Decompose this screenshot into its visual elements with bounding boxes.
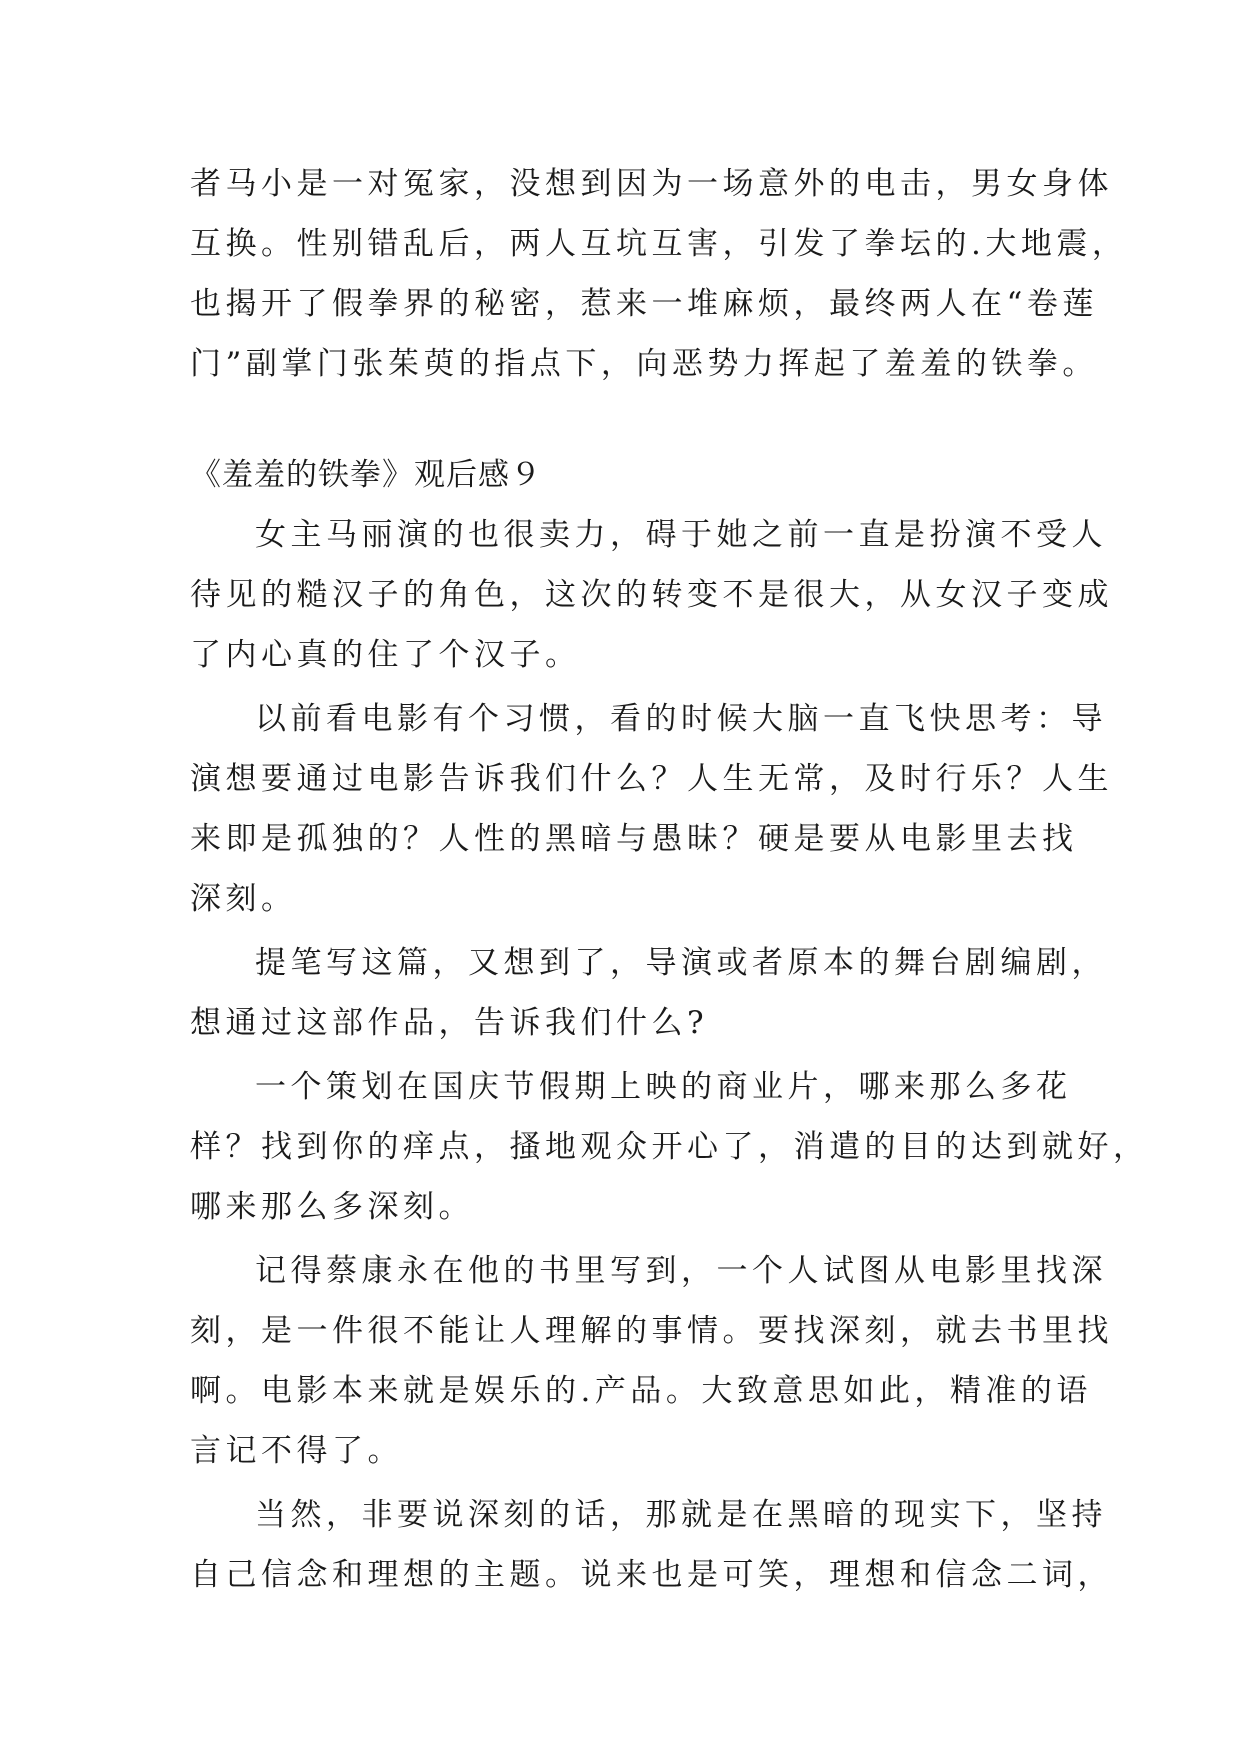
paragraph-line: 者马小是一对冤家，没想到因为一场意外的电击，男女身体: [190, 166, 1113, 202]
paragraph-line: 了内心真的住了个汉子。: [190, 637, 581, 673]
paragraph-line: 待见的糙汉子的角色，这次的转变不是很大，从女汉子变成: [190, 577, 1113, 613]
paragraph-line: 门”副掌门张茱萸的指点下，向恶势力挥起了羞羞的铁拳。: [190, 346, 1098, 382]
paragraph-line: 自己信念和理想的主题。说来也是可笑，理想和信念二词，: [190, 1557, 1113, 1593]
paragraph-line: 互换。性别错乱后，两人互坑互害，引发了拳坛的.大地震，: [190, 226, 1128, 262]
paragraph-line: 刻，是一件很不能让人理解的事情。要找深刻，就去书里找: [190, 1313, 1113, 1349]
paragraph-line: 想通过这部作品，告诉我们什么?: [190, 1005, 709, 1041]
paragraph-line: 哪来那么多深刻。: [190, 1189, 474, 1225]
paragraph-line: 言记不得了。: [190, 1433, 403, 1469]
paragraph-line: 以前看电影有个习惯，看的时候大脑一直飞快思考：导: [255, 701, 1107, 737]
paragraph-line: 一个策划在国庆节假期上映的商业片，哪来那么多花: [255, 1069, 1072, 1105]
paragraph-line: 女主马丽演的也很卖力，碍于她之前一直是扮演不受人: [255, 517, 1107, 553]
paragraph-line: 提笔写这篇，又想到了，导演或者原本的舞台剧编剧，: [255, 945, 1107, 981]
section-heading: 《羞羞的铁拳》观后感９: [190, 457, 542, 493]
paragraph-line: 记得蔡康永在他的书里写到，一个人试图从电影里找深: [255, 1253, 1107, 1289]
paragraph-line: 当然，非要说深刻的话，那就是在黑暗的现实下，坚持: [255, 1497, 1107, 1533]
paragraph-line: 样？找到你的痒点，搔地观众开心了，消遣的目的达到就好，: [190, 1129, 1149, 1165]
paragraph-line: 啊。电影本来就是娱乐的.产品。大致意思如此，精准的语: [190, 1373, 1092, 1409]
paragraph-line: 也揭开了假拳界的秘密，惹来一堆麻烦，最终两人在“卷莲: [190, 286, 1098, 322]
paragraph-line: 演想要通过电影告诉我们什么？人生无常，及时行乐？人生: [190, 761, 1113, 797]
paragraph-line: 深刻。: [190, 881, 297, 917]
paragraph-line: 来即是孤独的？人性的黑暗与愚昧？硬是要从电影里去找: [190, 821, 1078, 857]
